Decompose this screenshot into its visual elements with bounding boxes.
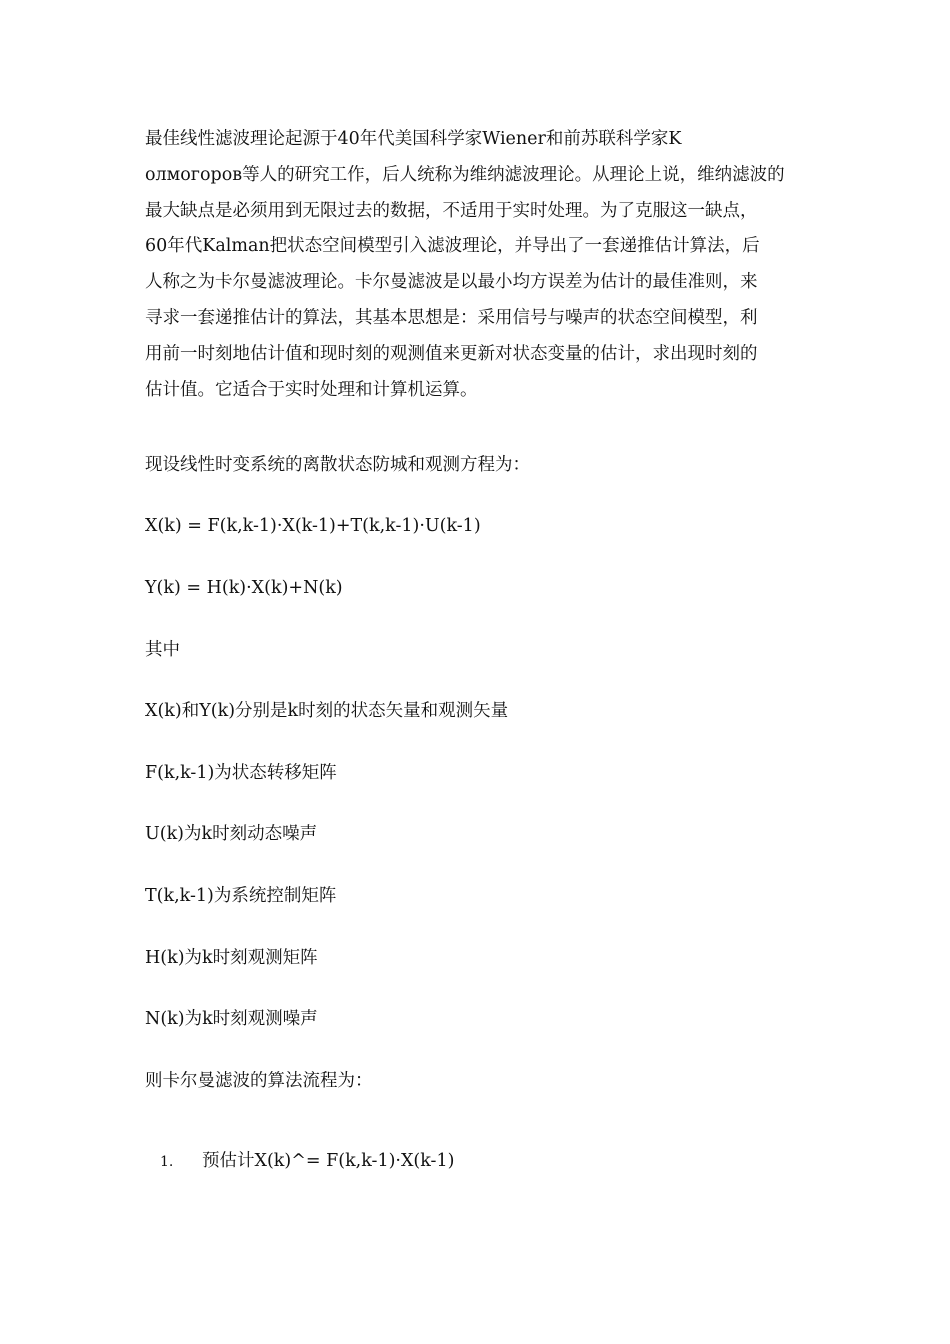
intro-line: 最大缺点是必须用到无限过去的数据，不适用于实时处理。为了克服这一缺点， xyxy=(145,200,758,221)
algorithm-intro-text: 则卡尔曼滤波的算法流程为： xyxy=(145,1071,373,1091)
definition-t: T(k,k-1)为系统控制矩阵 xyxy=(145,886,337,906)
definition-h: H(k)为k时刻观测矩阵 xyxy=(145,948,318,968)
list-item-text: 预估计X(k)^= F(k,k-1)·X(k-1) xyxy=(202,1151,455,1171)
intro-line: 用前一时刻地估计值和现时刻的观测值来更新对状态变量的估计，求出现时刻的 xyxy=(145,343,758,364)
where-label: 其中 xyxy=(145,640,180,660)
intro-paragraph xyxy=(145,122,809,408)
definition-u: U(k)为k时刻动态噪声 xyxy=(145,824,318,844)
definition-n: N(k)为k时刻观测噪声 xyxy=(145,1009,318,1029)
system-intro-text: 现设线性时变系统的离散状态防城和观测方程为： xyxy=(145,455,530,475)
state-equation: X(k) = F(k,k-1)·X(k-1)+T(k,k-1)·U(k-1) xyxy=(145,516,481,536)
list-item xyxy=(160,1149,454,1174)
intro-line: 60年代Kalman把状态空间模型引入滤波理论，并导出了一套递推估计算法，后 xyxy=(145,236,760,257)
observation-equation: Y(k) = H(k)·X(k)+N(k) xyxy=(145,578,343,598)
definition-xy: X(k)和Y(k)分别是k时刻的状态矢量和观测矢量 xyxy=(145,701,509,721)
intro-line: олмогоров等人的研究工作，后人统称为维纳滤波理论。从理论上说，维纳滤波的 xyxy=(145,164,785,185)
intro-line: 估计值。它适合于实时处理和计算机运算。 xyxy=(145,379,478,400)
intro-line: 人称之为卡尔曼滤波理论。卡尔曼滤波是以最小均方误差为估计的最佳准则，来 xyxy=(145,272,758,293)
list-number: 1. xyxy=(160,1154,174,1170)
intro-line: 最佳线性滤波理论起源于40年代美国科学家Wiener和前苏联科学家K xyxy=(145,129,682,149)
intro-line: 寻求一套递推估计的算法，其基本思想是：采用信号与噪声的状态空间模型，利 xyxy=(145,307,758,328)
definition-f: F(k,k-1)为状态转移矩阵 xyxy=(145,763,337,783)
